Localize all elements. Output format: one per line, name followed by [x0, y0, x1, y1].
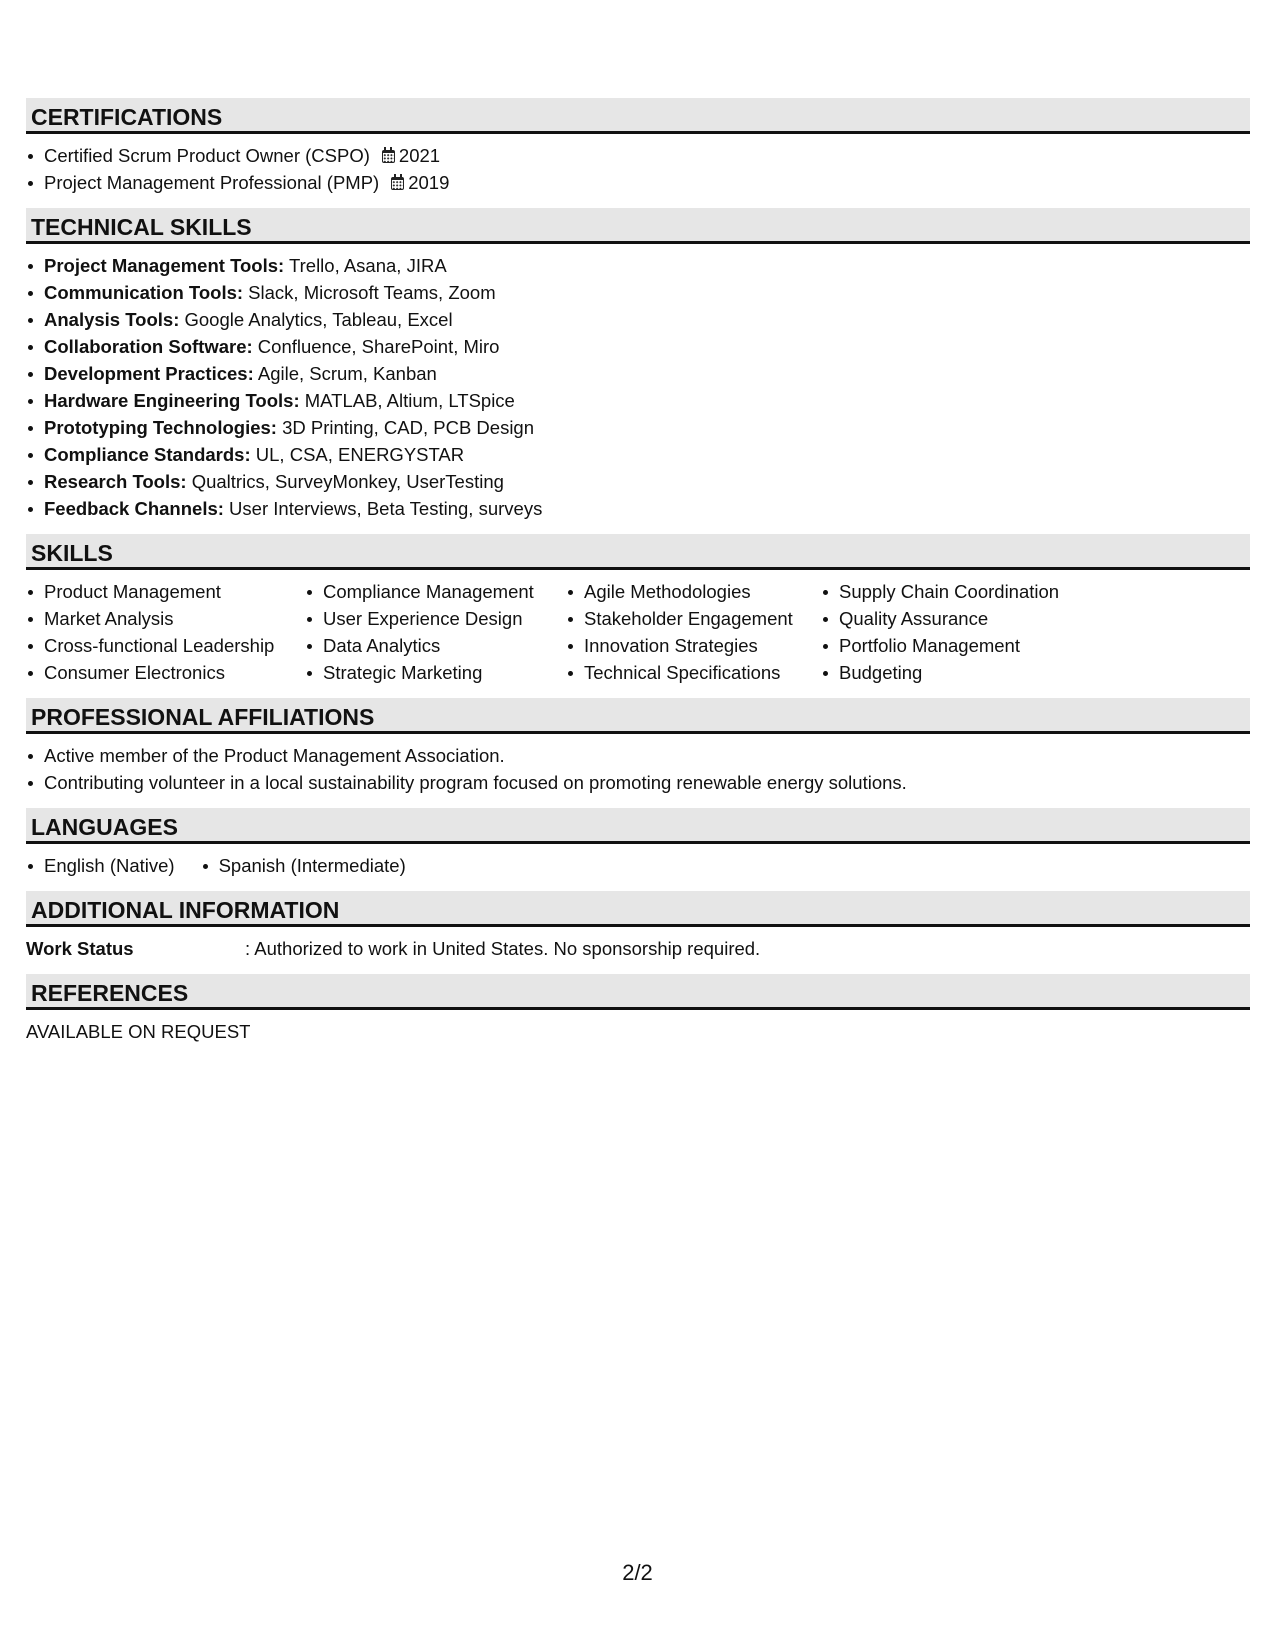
certifications-list [26, 142, 1250, 196]
list-item: Active member of the Product Management Association. [26, 742, 1250, 769]
technical-skills-list [26, 252, 1250, 522]
list-item: Supply Chain Coordination [821, 578, 1121, 605]
skill-values: Slack, Microsoft Teams, Zoom [243, 282, 496, 303]
list-item: Innovation Strategies [566, 632, 821, 659]
affiliations-list [26, 742, 1250, 796]
list-item [26, 279, 1250, 306]
skill-values: Qualtrics, SurveyMonkey, UserTesting [186, 471, 504, 492]
skill-values: MATLAB, Altium, LTSpice [299, 390, 515, 411]
skill-values: Google Analytics, Tableau, Excel [179, 309, 453, 330]
list-item: Stakeholder Engagement [566, 605, 821, 632]
list-item [26, 169, 1250, 196]
list-item [26, 387, 1250, 414]
list-item [26, 468, 1250, 495]
section-title: ADDITIONAL INFORMATION [26, 891, 1250, 927]
list-item [26, 495, 1250, 522]
list-item [26, 142, 1250, 169]
list-item [26, 360, 1250, 387]
section-title: SKILLS [26, 534, 1250, 570]
work-status-row [26, 935, 1250, 962]
skill-values: 3D Printing, CAD, PCB Design [276, 417, 535, 438]
list-item: Portfolio Management [821, 632, 1121, 659]
skill-category: Feedback Channels: [44, 498, 224, 519]
section-title: CERTIFICATIONS [26, 98, 1250, 134]
calendar-icon [391, 177, 404, 190]
list-item: Cross-functional Leadership [26, 632, 305, 659]
technical-skills-section [26, 208, 1250, 522]
skill-category: Hardware Engineering Tools: [44, 390, 300, 411]
list-item: User Experience Design [305, 605, 566, 632]
list-item: Spanish (Intermediate) [201, 852, 406, 879]
work-status-value: : Authorized to work in United States. No sponsorship required. [245, 938, 761, 959]
page-number: 2/2 [622, 1560, 653, 1585]
list-item [26, 306, 1250, 333]
certification-name: Certified Scrum Product Owner (CSPO) [44, 145, 370, 166]
skill-category: Analysis Tools: [44, 309, 180, 330]
list-item: Agile Methodologies [566, 578, 821, 605]
list-item: Product Management [26, 578, 305, 605]
certification-year: 2019 [408, 172, 450, 193]
skill-values: Confluence, SharePoint, Miro [252, 336, 500, 357]
list-item [26, 441, 1250, 468]
skill-category: Project Management Tools: [44, 255, 285, 276]
languages-row [26, 852, 1250, 879]
skill-category: Compliance Standards: [44, 444, 251, 465]
certification-name: Project Management Professional (PMP) [44, 172, 380, 193]
skill-values: UL, CSA, ENERGYSTAR [250, 444, 465, 465]
languages-section [26, 808, 1250, 879]
skill-category: Communication Tools: [44, 282, 244, 303]
skills-column [26, 578, 305, 686]
work-status-label: Work Status [26, 938, 134, 959]
skill-category: Research Tools: [44, 471, 187, 492]
skill-category: Development Practices: [44, 363, 254, 384]
list-item [26, 252, 1250, 279]
section-title: PROFESSIONAL AFFILIATIONS [26, 698, 1250, 734]
list-item: Consumer Electronics [26, 659, 305, 686]
calendar-icon [382, 150, 395, 163]
skills-section [26, 534, 1250, 686]
section-title: LANGUAGES [26, 808, 1250, 844]
list-item [26, 333, 1250, 360]
certifications-section [26, 98, 1250, 196]
list-item [26, 414, 1250, 441]
list-item: Quality Assurance [821, 605, 1121, 632]
list-item: Data Analytics [305, 632, 566, 659]
resume-page [26, 98, 1250, 1057]
list-item: Strategic Marketing [305, 659, 566, 686]
skill-values: Agile, Scrum, Kanban [253, 363, 437, 384]
list-item: Market Analysis [26, 605, 305, 632]
skills-column [305, 578, 566, 686]
references-text: AVAILABLE ON REQUEST [26, 1021, 251, 1042]
skill-category: Prototyping Technologies: [44, 417, 277, 438]
skill-category: Collaboration Software: [44, 336, 253, 357]
list-item: Budgeting [821, 659, 1121, 686]
certification-year: 2021 [398, 145, 441, 166]
additional-info-section [26, 891, 1250, 962]
references-section [26, 974, 1250, 1045]
list-item: English (Native) [26, 852, 175, 879]
section-title: REFERENCES [26, 974, 1250, 1010]
skill-values: Trello, Asana, JIRA [284, 255, 447, 276]
section-title: TECHNICAL SKILLS [26, 208, 1250, 244]
affiliations-section [26, 698, 1250, 796]
list-item: Technical Specifications [566, 659, 821, 686]
languages-list [26, 852, 432, 879]
list-item: Compliance Management [305, 578, 566, 605]
skills-column [566, 578, 821, 686]
skills-column [821, 578, 1121, 686]
skill-values: User Interviews, Beta Testing, surveys [223, 498, 543, 519]
list-item: Contributing volunteer in a local sustainability program focused on promoting renewable energy solutions. [26, 769, 1250, 796]
skills-grid [26, 578, 1250, 686]
